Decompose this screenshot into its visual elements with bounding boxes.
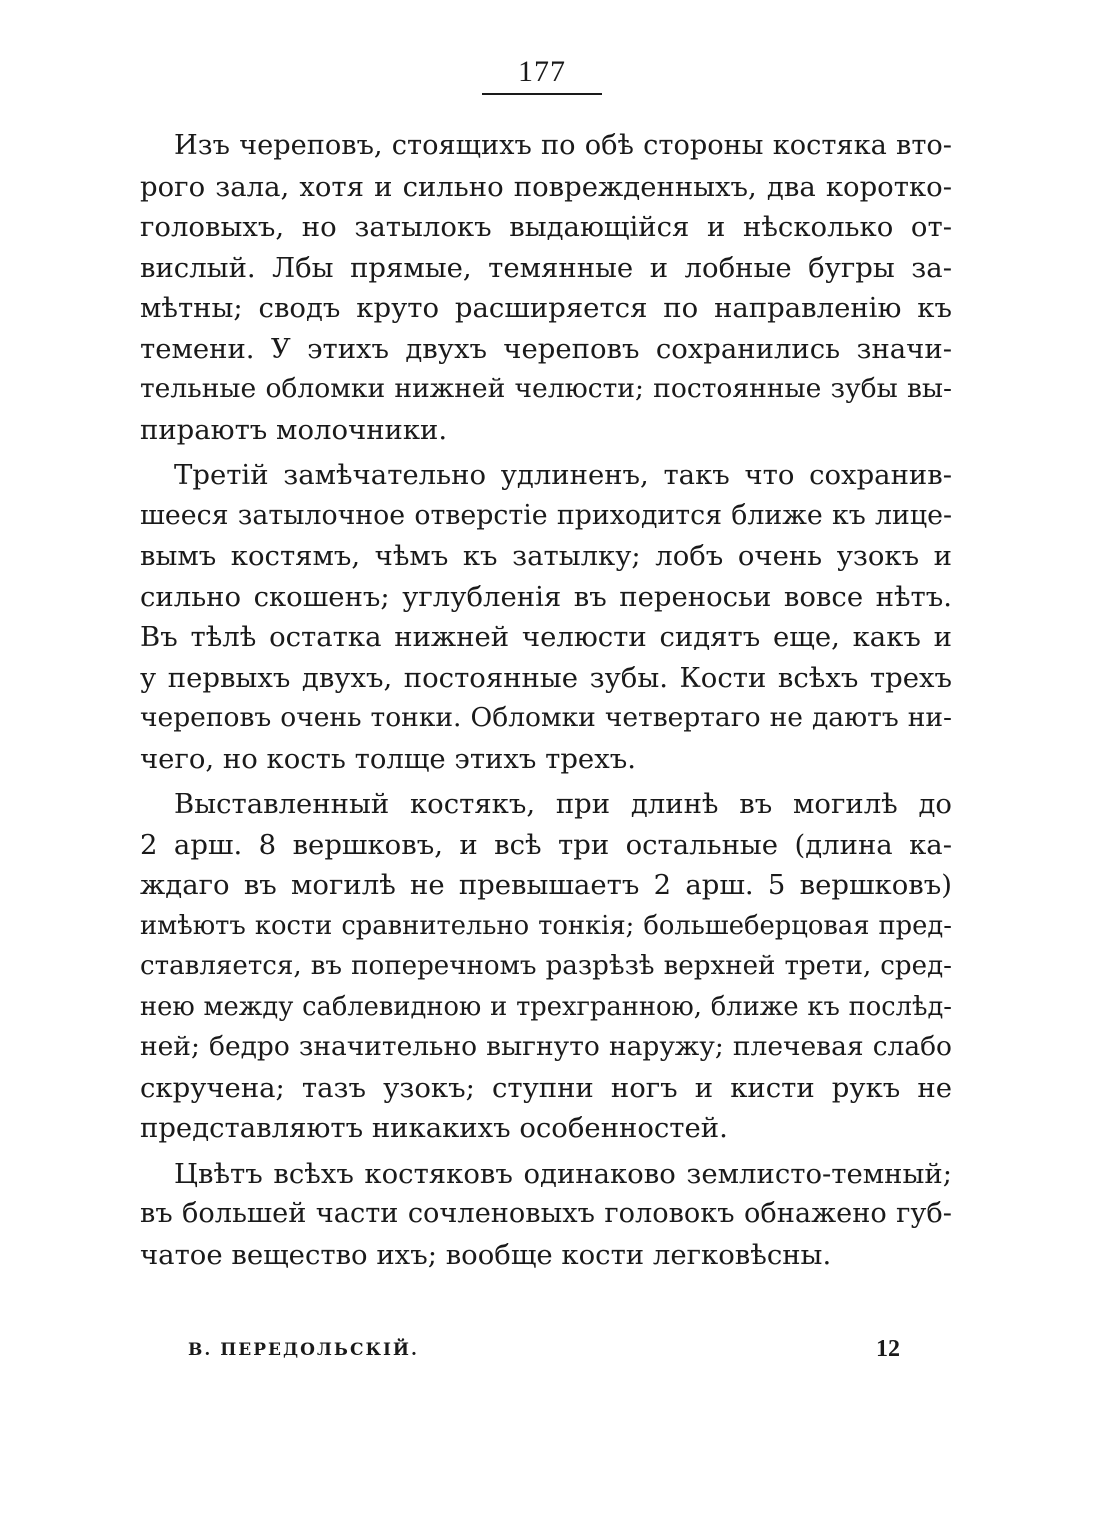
paragraph xyxy=(140,784,952,1149)
text-line: тельные обломки нижней челюсти; постоянные зубы вы- xyxy=(140,373,952,404)
text-line: въ большей части сочленовыхъ головокъ обнажено губ- xyxy=(140,1198,952,1229)
author-name: В. ПЕРЕДОЛЬСКІЙ. xyxy=(188,1340,419,1360)
text-line: у первыхъ двухъ, постоянные зубы. Кости всѣхъ трехъ xyxy=(140,661,952,694)
text-line: представляютъ никакихъ особенностей. xyxy=(140,1112,728,1144)
text-line: Изъ череповъ, стоящихъ по обѣ стороны костяка вто- xyxy=(174,130,952,161)
page-number: 177 xyxy=(518,55,566,88)
text-line: ней; бедро значительно выгнуто наружу; плечевая слабо xyxy=(140,1031,952,1062)
paragraph xyxy=(140,455,952,779)
text-line: чатое вещество ихъ; вообще кости легковѣсны. xyxy=(140,1238,832,1271)
text-line: рого зала, хотя и сильно поврежденныхъ, два коротко- xyxy=(140,170,952,203)
text-line: имѣютъ кости сравнительно тонкія; большеберцовая пред- xyxy=(140,910,952,941)
body-text xyxy=(140,126,952,1280)
text-line: Цвѣтъ всѣхъ костяковъ одинаково землисто-темный; xyxy=(174,1157,952,1190)
text-line: темени. У этихъ двухъ череповъ сохранились значи- xyxy=(140,332,952,365)
signature-mark: 12 xyxy=(876,1336,900,1362)
text-line: мѣтны; сводъ круто расширяется по направленію къ xyxy=(140,292,952,324)
text-line: 2 арш. 8 вершковъ, и всѣ три остальные (длина ка- xyxy=(140,828,952,861)
text-line: пираютъ молочники. xyxy=(140,413,448,446)
paragraph xyxy=(140,1154,952,1276)
text-line: череповъ очень тонки. Обломки четвертаго не даютъ ни- xyxy=(140,702,952,733)
text-line: головыхъ, но затылокъ выдающійся и нѣсколько от- xyxy=(140,211,952,243)
text-line: вислый. Лбы прямые, темянные и лобные бугры за- xyxy=(140,251,952,284)
text-line: ждаго въ могилѣ не превышаетъ 2 арш. 5 вершковъ) xyxy=(140,869,952,901)
page-number-rule xyxy=(482,93,602,95)
text-line: чего, но кость толще этихъ трехъ. xyxy=(140,742,636,775)
text-line: Въ тѣлѣ остатка нижней челюсти сидятъ еще, какъ и xyxy=(140,621,952,653)
text-line: вымъ костямъ, чѣмъ къ затылку; лобъ очень узокъ и xyxy=(140,540,952,572)
text-line: нею между саблевидною и трехгранною, ближе къ послѣд- xyxy=(140,991,952,1022)
text-line: скручена; тазъ узокъ; ступни ногъ и кисти рукъ не xyxy=(140,1071,952,1104)
text-line: ставляется, въ поперечномъ разрѣзѣ верхней трети, сред- xyxy=(140,951,952,981)
text-line: Выставленный костякъ, при длинѣ въ могилѣ до xyxy=(174,788,952,820)
text-line: Третій замѣчательно удлиненъ, такъ что сохранив- xyxy=(174,459,952,491)
text-line: сильно скошенъ; углубленія въ переносьи вовсе нѣтъ. xyxy=(140,580,952,613)
paragraph xyxy=(140,126,952,450)
page-footer xyxy=(188,1336,900,1374)
text-line: шееся затылочное отверстіе приходится ближе къ лице- xyxy=(140,499,952,531)
